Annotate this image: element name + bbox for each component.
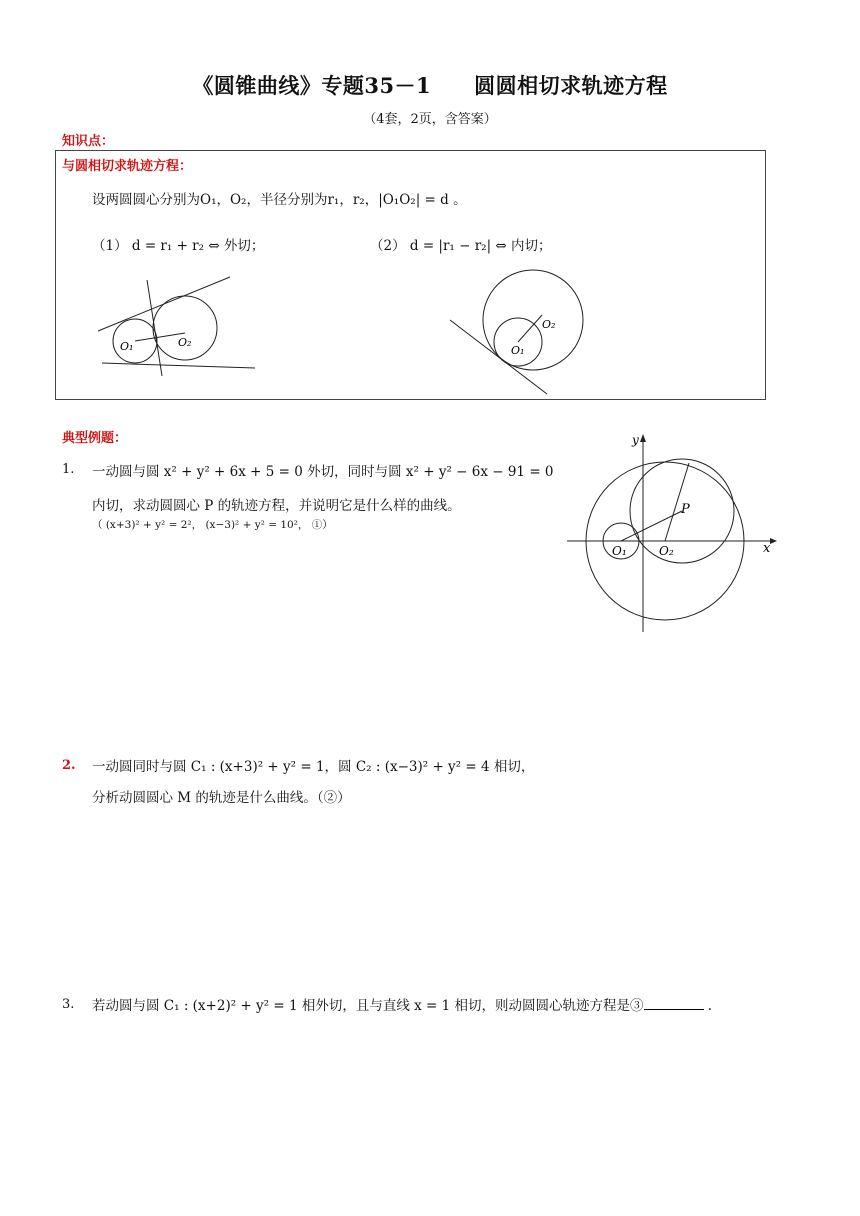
q3-number: 3. bbox=[62, 997, 75, 1012]
circle-o2 bbox=[153, 296, 217, 360]
knowledge-case-external: （1） d = r₁ + r₂ ⇔ 外切； bbox=[92, 238, 265, 254]
q3-text: 若动圆与圆 C₁ : (x+2)² + y² = 1 相外切，且与直线 x = 1 相切，则动圆圆心轨迹方程是③ bbox=[92, 998, 644, 1014]
label-o2: O₂ bbox=[542, 318, 556, 331]
q3-line bbox=[92, 994, 712, 1014]
label-o1: O₁ bbox=[612, 544, 627, 558]
knowledge-case-internal: （2） d = |r₁ − r₂| ⇔ 内切； bbox=[370, 238, 552, 254]
q1-figure bbox=[565, 430, 785, 640]
knowledge-box-title: 与圆相切求轨迹方程： bbox=[62, 159, 193, 174]
q1-number: 1. bbox=[62, 462, 75, 477]
q2-line2: 分析动圆圆心 M 的轨迹是什么曲线。（②） bbox=[92, 790, 351, 806]
knowledge-label: 知识点： bbox=[62, 134, 115, 149]
q1-line1: 一动圆与圆 x² + y² + 6x + 5 = 0 外切，同时与圆 x² + y² − 6x − 91 = 0 bbox=[92, 464, 554, 480]
q3-period: . bbox=[703, 998, 713, 1014]
internal-tangent-figure bbox=[445, 268, 595, 398]
q2-number: 2. bbox=[62, 758, 76, 773]
x-label: x bbox=[763, 541, 771, 556]
y-label: y bbox=[632, 433, 639, 447]
q1-hint: （ (x+3)² + y² = 2²， (x−3)² + y² = 10²， ①） bbox=[92, 519, 333, 531]
label-o2: O₂ bbox=[178, 336, 192, 349]
label-o1: O₁ bbox=[120, 340, 134, 353]
q1-line2: 内切，求动圆圆心 P 的轨迹方程，并说明它是什么样的曲线。 bbox=[92, 498, 461, 514]
knowledge-intro: 设两圆圆心分别为O₁，O₂，半径分别为r₁，r₂，|O₁O₂| = d 。 bbox=[92, 192, 467, 208]
external-tangent-figure bbox=[90, 268, 270, 378]
page-subtitle: （4套，2页，含答案） bbox=[363, 112, 497, 127]
label-p: P bbox=[681, 502, 690, 517]
page-title: 《圆锥曲线》专题35－1 圆圆相切求轨迹方程 bbox=[192, 73, 668, 98]
q3-answer-blank[interactable] bbox=[644, 997, 704, 1010]
q2-line1: 一动圆同时与圆 C₁ : (x+3)² + y² = 1，圆 C₂ : (x−3)² + y² = 4 相切， bbox=[92, 759, 535, 775]
examples-label: 典型例题： bbox=[62, 431, 128, 446]
label-o2: O₂ bbox=[659, 544, 674, 558]
label-o1: O₁ bbox=[511, 344, 525, 357]
